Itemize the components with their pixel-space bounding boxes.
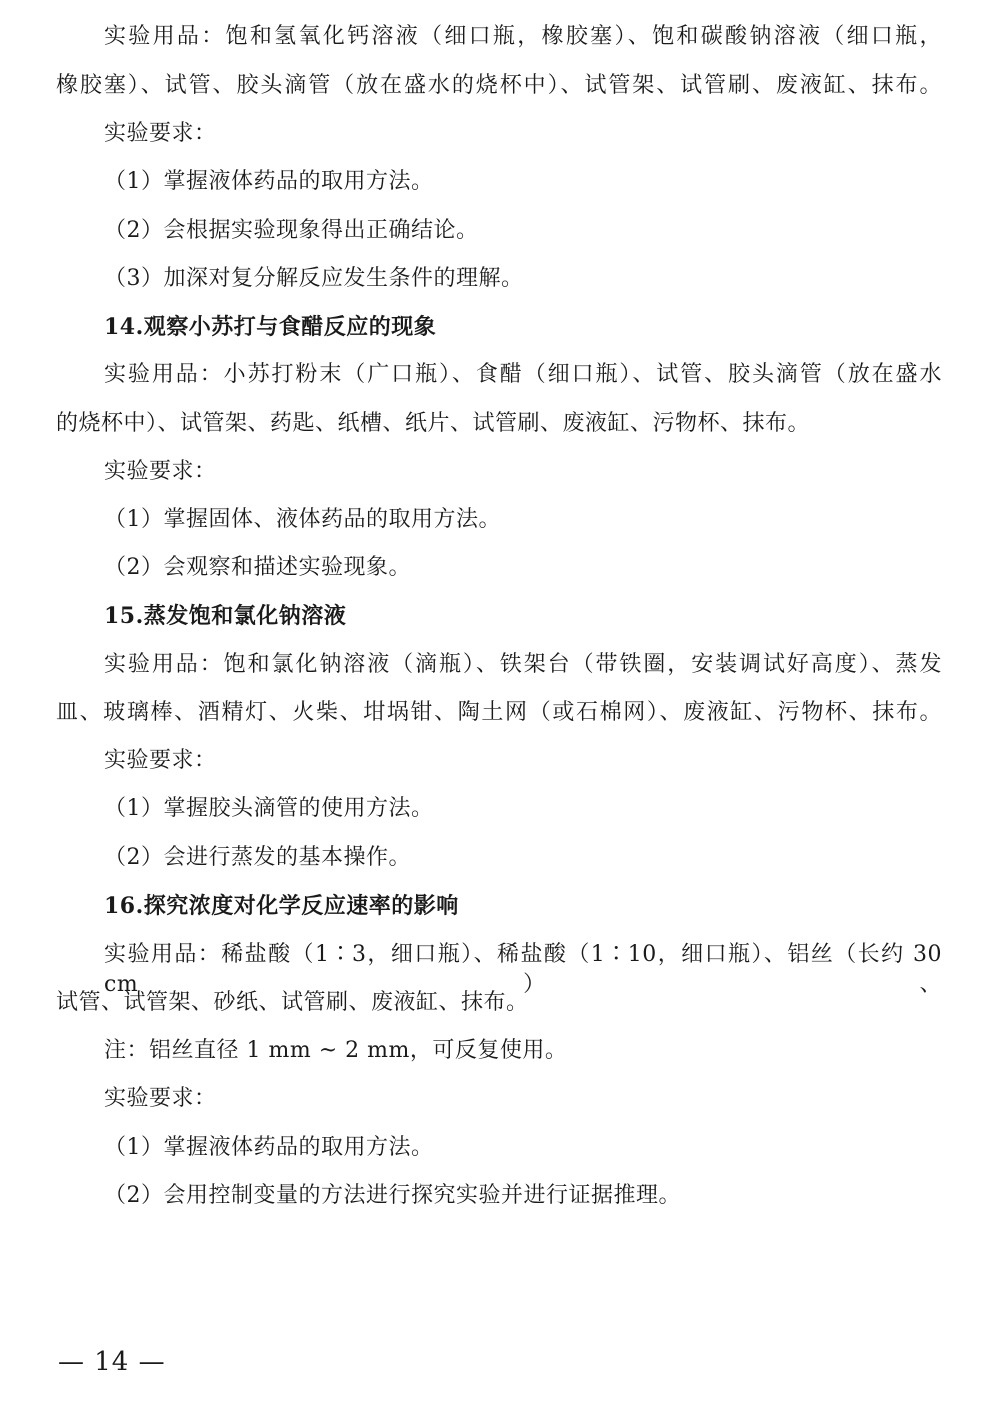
- page-number: — 14 —: [58, 1347, 166, 1377]
- requirement-13-1: （1）掌握液体药品的取用方法。: [104, 169, 434, 194]
- section-heading-16: 16.探究浓度对化学反应速率的影响: [104, 893, 459, 919]
- materials-line-16b: 试管、试管架、砂纸、试管刷、废液缸、抹布。: [56, 990, 529, 1015]
- requirement-13-3: （3）加深对复分解反应发生条件的理解。: [104, 266, 524, 291]
- requirements-label-16: 实验要求：: [104, 1086, 217, 1111]
- materials-line-14a: 实验用品：小苏打粉末（广口瓶）、食醋（细口瓶）、试管、胶头滴管（放在盛水: [104, 362, 942, 387]
- section-heading-15: 15.蒸发饱和氯化钠溶液: [104, 603, 347, 629]
- requirement-15-1: （1）掌握胶头滴管的使用方法。: [104, 796, 434, 821]
- materials-line-16a: 实验用品：稀盐酸（1∶3，细口瓶）、稀盐酸（1∶10，细口瓶）、铝丝（长约 30 cm）、: [104, 942, 942, 997]
- materials-line-15a: 实验用品：饱和氯化钠溶液（滴瓶）、铁架台（带铁圈，安装调试好高度）、蒸发: [104, 652, 942, 677]
- materials-line-13b: 橡胶塞）、试管、胶头滴管（放在盛水的烧杯中）、试管架、试管刷、废液缸、抹布。: [56, 73, 942, 98]
- requirements-label-13: 实验要求：: [104, 121, 217, 146]
- requirement-16-1: （1）掌握液体药品的取用方法。: [104, 1135, 434, 1160]
- requirement-15-2: （2）会进行蒸发的基本操作。: [104, 845, 411, 870]
- section-heading-14: 14.观察小苏打与食醋反应的现象: [104, 314, 437, 340]
- requirement-16-2: （2）会用控制变量的方法进行探究实验并进行证据推理。: [104, 1183, 681, 1208]
- materials-line-14b: 的烧杯中）、试管架、药匙、纸槽、纸片、试管刷、废液缸、污物杯、抹布。: [56, 411, 811, 436]
- requirement-13-2: （2）会根据实验现象得出正确结论。: [104, 218, 479, 243]
- materials-line-15b: 皿、玻璃棒、酒精灯、火柴、坩埚钳、陶土网（或石棉网）、废液缸、污物杯、抹布。: [56, 700, 942, 725]
- requirement-14-1: （1）掌握固体、液体药品的取用方法。: [104, 507, 501, 532]
- materials-line-13a: 实验用品：饱和氢氧化钙溶液（细口瓶，橡胶塞）、饱和碳酸钠溶液（细口瓶，: [104, 24, 942, 49]
- note-16: 注：铝丝直径 1 mm ~ 2 mm，可反复使用。: [104, 1038, 568, 1063]
- requirements-label-15: 实验要求：: [104, 748, 217, 773]
- requirements-label-14: 实验要求：: [104, 459, 217, 484]
- requirement-14-2: （2）会观察和描述实验现象。: [104, 555, 411, 580]
